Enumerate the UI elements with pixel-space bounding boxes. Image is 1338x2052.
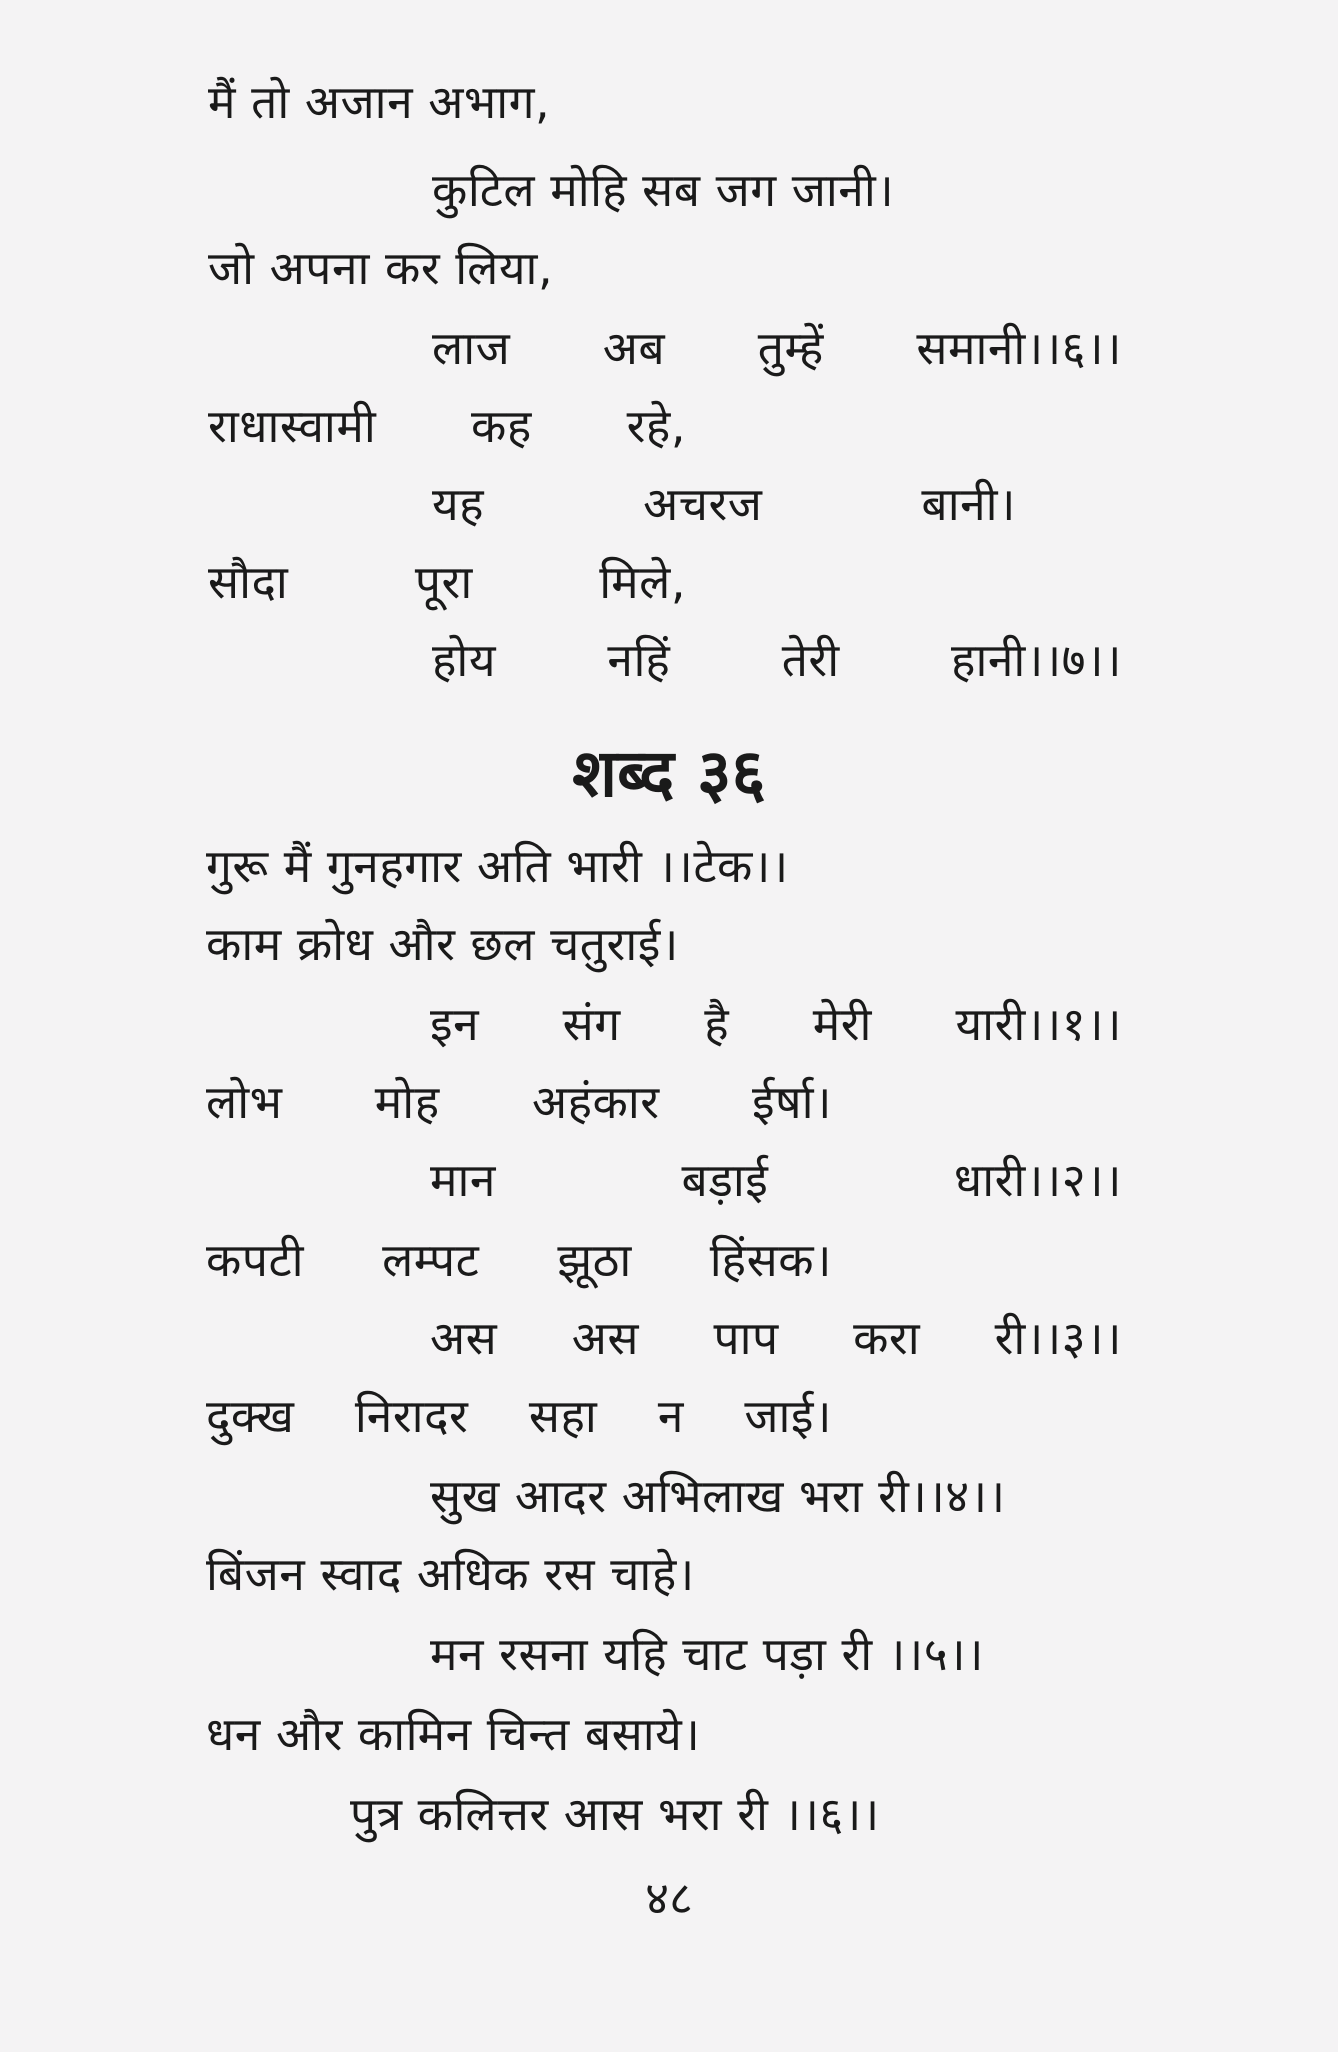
verse-line-7 — [208, 552, 686, 612]
verse-line-5 — [208, 396, 686, 456]
verse-line-8 — [432, 630, 1122, 690]
verse-word: अचरज — [643, 477, 763, 531]
verse-line-6 — [432, 474, 1016, 534]
verse-word: हानी।।७।। — [951, 633, 1122, 687]
verse-line-2: कुटिल मोहि सब जग जानी। — [432, 163, 895, 217]
verse-word: यह — [432, 477, 485, 531]
verse-word: मान — [430, 1153, 496, 1207]
verse-line-14 — [206, 1230, 832, 1290]
verse-word: तेरी — [781, 633, 840, 687]
verse-line-11 — [430, 994, 1122, 1054]
verse-word: सौदा — [208, 555, 289, 609]
verse-word: निरादर — [354, 1389, 469, 1443]
verse-line-20: धन और कामिन चिन्त बसाये। — [206, 1707, 701, 1761]
verse-word: अस — [571, 1311, 639, 1365]
verse-word: यारी।।१।। — [955, 997, 1122, 1051]
verse-line-12 — [206, 1072, 832, 1132]
verse-word: जाई। — [744, 1389, 832, 1443]
verse-word: मोह — [374, 1075, 440, 1129]
verse-line-18: बिंजन स्वाद अधिक रस चाहे। — [206, 1547, 695, 1601]
verse-word: राधास्वामी — [208, 399, 377, 453]
verse-word: कपटी — [206, 1233, 305, 1287]
verse-word: संग — [562, 997, 621, 1051]
verse-line-3: जो अपना कर लिया, — [208, 241, 554, 295]
verse-word: मेरी — [812, 997, 872, 1051]
verse-word: पूरा — [414, 555, 473, 609]
verse-word: बानी। — [921, 477, 1016, 531]
verse-word: पाप — [713, 1311, 779, 1365]
verse-word: लाज — [432, 321, 511, 375]
verse-line-4 — [432, 318, 1122, 378]
verse-word: रहे, — [626, 399, 686, 453]
verse-word: न — [657, 1389, 684, 1443]
section-heading: शब्द ३६ — [572, 735, 766, 812]
verse-word: बड़ाई — [681, 1153, 769, 1207]
verse-word: तुम्हें — [757, 321, 824, 375]
verse-word: री।।३।। — [994, 1311, 1122, 1365]
verse-word: मिले, — [599, 555, 686, 609]
verse-line-9: गुरू मैं गुनहगार अति भारी ।।टेक।। — [206, 839, 789, 893]
verse-word: समानी।।६।। — [916, 321, 1122, 375]
verse-word: हिंसक। — [709, 1233, 832, 1287]
verse-word: अहंकार — [531, 1075, 660, 1129]
verse-word: नहिं — [607, 633, 671, 687]
verse-word: अस — [430, 1311, 498, 1365]
verse-word: करा — [853, 1311, 921, 1365]
verse-word: है — [704, 997, 730, 1051]
verse-word: सहा — [528, 1389, 598, 1443]
verse-line-21: पुत्र कलित्तर आस भरा री ।।६।। — [350, 1787, 880, 1841]
verse-line-19: मन रसना यहि चाट पड़ा री ।।५।। — [430, 1627, 984, 1681]
verse-line-13 — [430, 1150, 1122, 1210]
verse-line-16 — [206, 1386, 832, 1446]
verse-line-17: सुख आदर अभिलाख भरा री।।४।। — [430, 1469, 1006, 1523]
verse-word: लोभ — [206, 1075, 283, 1129]
page-number: ४८ — [645, 1871, 693, 1925]
verse-word: लम्पट — [382, 1233, 480, 1287]
verse-line-10: काम क्रोध और छल चतुराई। — [206, 917, 679, 971]
verse-line-1: मैं तो अजान अभाग, — [208, 75, 551, 129]
verse-word: दुक्ख — [206, 1389, 295, 1443]
verse-word: इन — [430, 997, 480, 1051]
verse-word: ईर्षा। — [751, 1075, 832, 1129]
verse-word: झूठा — [557, 1233, 632, 1287]
verse-word: धारी।।२।। — [953, 1153, 1122, 1207]
verse-word: होय — [432, 633, 497, 687]
verse-word: कह — [471, 399, 532, 453]
verse-word: अब — [602, 321, 666, 375]
verse-line-15 — [430, 1308, 1122, 1368]
